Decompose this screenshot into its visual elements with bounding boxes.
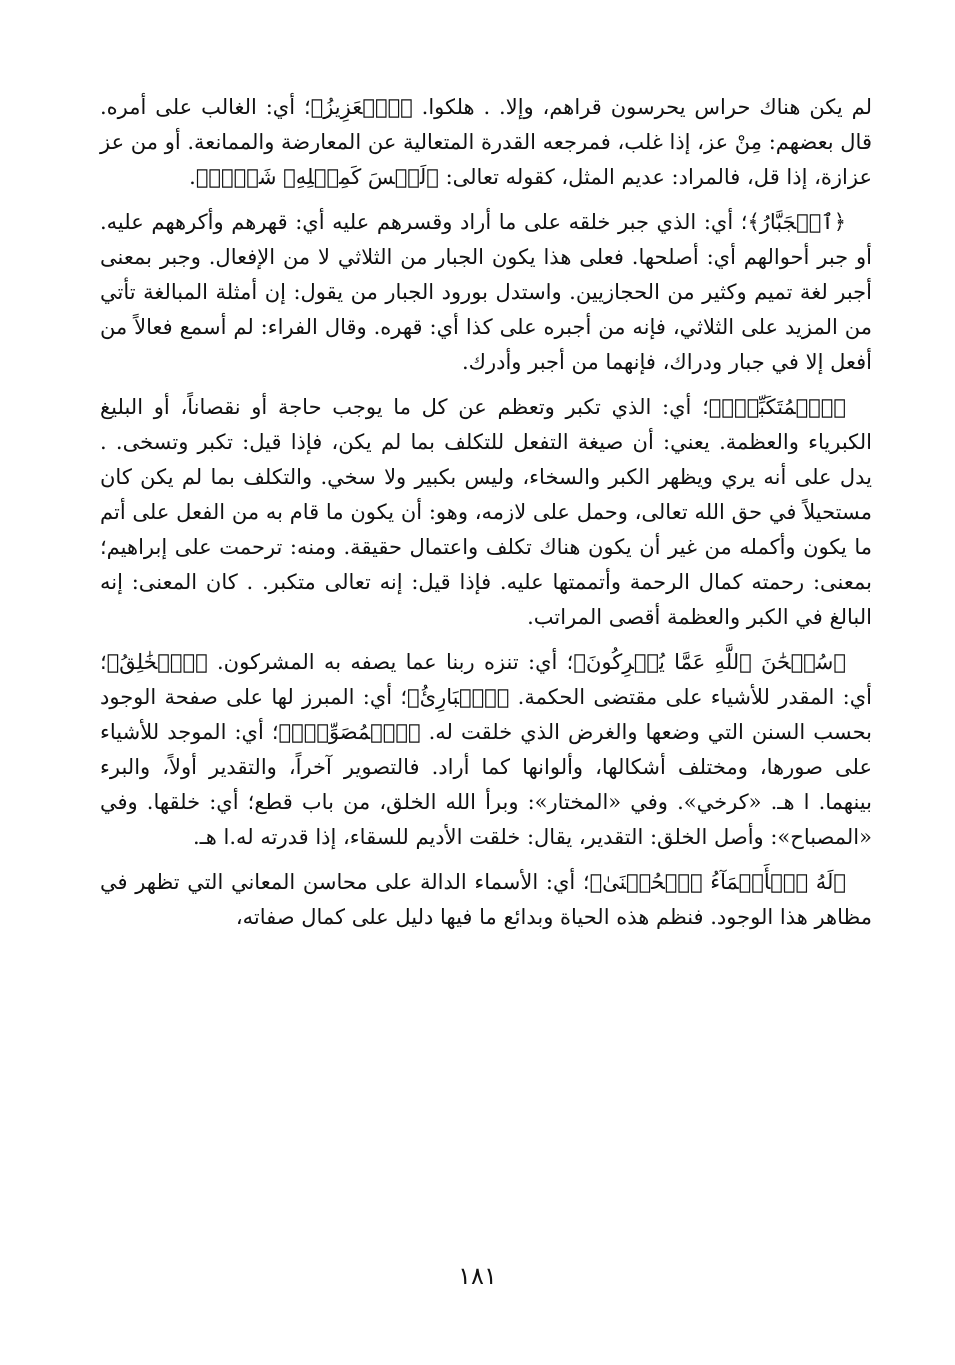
page-body (100, 90, 872, 945)
paragraph-3: ﴿ٱلۡمُتَكَبِّرُۚ﴾؛ أي: الذي تكبر وتعظم عن كل ما يوجب حاجة أو نقصاناً، أو البليغ الكبرياء والعظمة. يعني: أن صيغة التفعل للتكلف بما لم يكن، فإذا قيل: تكبر وتسخى. . يدل على أنه يري ويظهر الكبر والسخاء، وليس بكبير ولا سخي. والتكلف بما لم يكن كان مستحيلاً في حق الله تعالى، وحمل على لازمه، وهو: أن يكون ما قام به من الفعل على أتم ما يكون وأكمله من غير أن يكون هناك تكلف واعتمال حقيقة. ومنه: ترحمت على إبراهيم؛ بمعنى: رحمته كمال الرحمة وأتممتها عليه. فإذا قيل: إنه تعالى متكبر. . كان المعنى: إنه البالغ في الكبر والعظمة أقصى المراتب. (100, 395, 872, 629)
paragraph-4: ﴿سُبۡحَٰنَ ٱللَّهِ عَمَّا يُشۡرِكُونَ﴾؛ أي: تنزه ربنا عما يصفه به المشركون. ﴿ٱلۡخَٰلِقُ﴾؛ أي: المقدر للأشياء على مقتضى الحكمة. ﴿ٱلۡبَارِئُ﴾؛ أي: المبرز لها على صفحة الوجود بحسب السنن التي وضعها والغرض الذي خلقت له. ﴿ٱلۡمُصَوِّرُۖ﴾؛ أي: الموجد للأشياء على صورها، ومختلف أشكالها، وألوانها كما أراد. فالتصوير آخراً، والتقدير أولاً، والبرء بينهما. ا هـ. «كرخي». وفي «المختار»: وبرأ الله الخلق، من باب قطع؛ أي: خلقها. وفي «المصباح»: وأصل الخلق: التقدير، يقال: خلقت الأديم للسقاء، إذا قدرته له.ا هـ. (100, 650, 872, 849)
paragraph-1: لم يكن هناك حراس يحرسون قراهم، وإلا. . هلكوا. ﴿ٱلۡعَزِيزُ﴾؛ أي: الغالب على أمره. قال بعضهم: مِنْ عز، إذا غلب، فمرجعه القدرة المتعالية عن المعارضة والممانعة. أو من عز عزازة، إذا قل، فالمراد: عديم المثل، كقوله تعالى: ﴿لَيۡسَ كَمِثۡلِهِۦ شَيۡءٞ﴾. (100, 95, 872, 189)
page-number: ١٨١ (458, 1262, 497, 1290)
paragraph-5: ﴿لَهُ ٱلۡأَسۡمَآءُ ٱلۡحُسۡنَىٰ﴾؛ أي: الأسماء الدالة على محاسن المعاني التي تظهر في مظاهر هذا الوجود. فنظم هذه الحياة وبدائع ما فيها دليل على كمال صفاته، (100, 870, 872, 929)
paragraph-2: ﴿ٱلۡجَبَّارُ﴾؛ أي: الذي جبر خلقه على ما أراد وقسرهم عليه أي: قهرهم وأكرههم عليه. أو جبر أحوالهم أي: أصلحها. فعلى هذا يكون الجبار من الثلاثي لا من الإفعال. وجبر بمعنى أجبر لغة تميم وكثير من الحجازيين. واستدل بورود الجبار من يقول: إن أمثلة المبالغة تأتي من المزيد على الثلاثي، فإنه من أجبره على كذا أي: قهره. وقال الفراء: لم أسمع فعالاً من أفعل إلا في جبار ودراك، فإنهما من أجبر وأدرك. (100, 210, 872, 374)
